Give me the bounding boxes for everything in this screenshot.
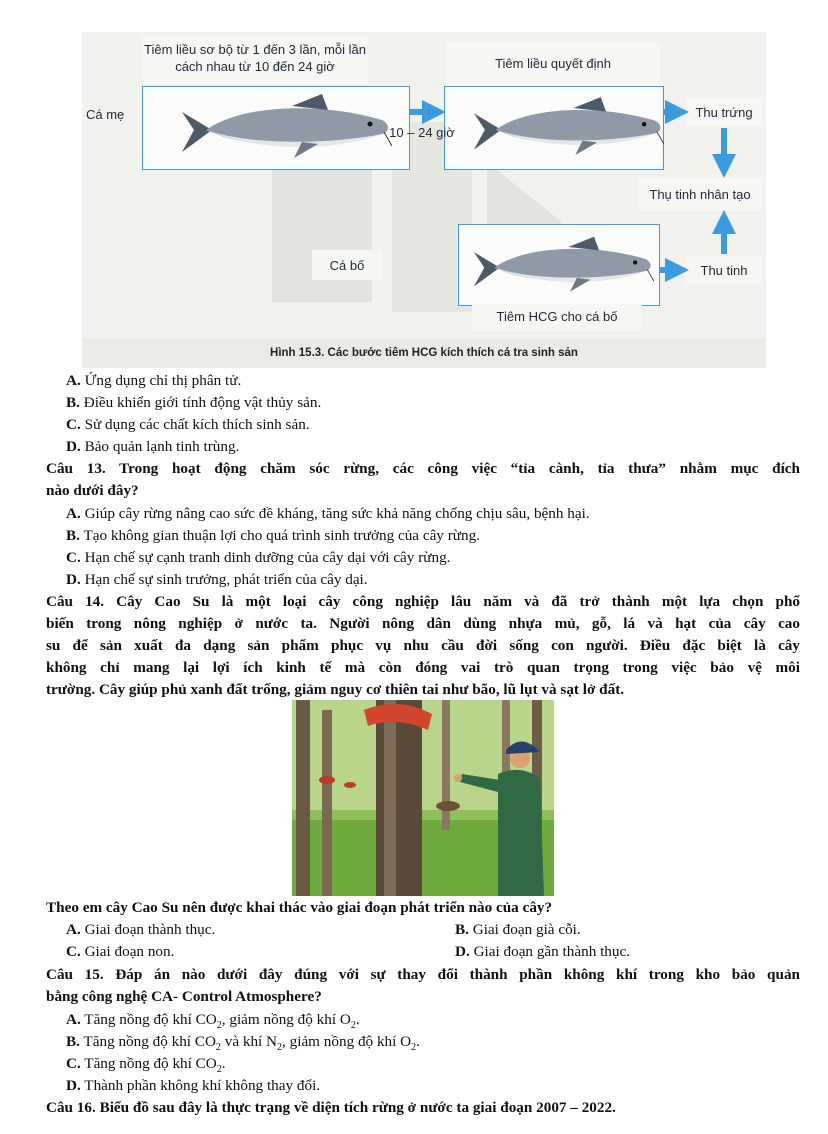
box2-title: Tiêm liều quyết định: [495, 56, 611, 71]
q14-options-row2: [66, 942, 820, 961]
q13-option-a: A. Giúp cây rừng nâng cao sức đề kháng, tăng sức khả năng chống chịu sâu, bệnh hại.: [66, 505, 590, 522]
q14-prompt: Theo em cây Cao Su nên được khai thác vào giai đoạn phát triển nào của cây?: [46, 899, 553, 916]
thu-tinh-label: Thu tinh: [700, 263, 748, 278]
q14-stem-line3: su để sản xuất đa dạng sản phẩm phục vụ nhu cầu đời sống con người. Điều đặc biệt là cây: [46, 637, 800, 654]
flow-arrows: [82, 32, 766, 368]
q14-option-d: D. Giai đoạn gần thành thục.: [455, 943, 631, 960]
q14-option-c: C. Giai đoạn non.: [66, 943, 175, 960]
catfish-2: [474, 90, 664, 164]
q16-stem: Câu 16. Biểu đồ sau đây là thực trạng về diện tích rừng ở nước ta giai đoạn 2007 – 2022.: [46, 1099, 616, 1116]
thu-trung-label: Thu trứng: [695, 105, 753, 120]
q13-option-b: B. Tạo không gian thuận lợi cho quá trình sinh trưởng của cây rừng.: [66, 527, 480, 544]
q14-stem-line2: biến trong nông nghiệp ở nước ta. Người nông dân dùng nhựa mủ, gỗ, lá và hạt của cây cao: [46, 615, 800, 632]
q15-stem-line2: bằng công nghệ CA- Control Atmosphere?: [46, 988, 322, 1005]
catfish-1: [182, 90, 392, 164]
figure-caption: Hình 15.3. Các bước tiêm HCG kích thích cá tra sinh sản: [82, 338, 766, 368]
q13-stem-line1: Câu 13. Trong hoạt động chăm sóc rừng, các công việc “tỉa cành, tỉa thưa” nhằm mục đích: [46, 460, 800, 477]
figure-hcg-steps: [82, 32, 766, 368]
q14-option-b: B. Giai đoạn già cỗi.: [455, 921, 581, 938]
q13-option-c: C. Hạn chế sự cạnh tranh dinh dưỡng của cây dại với cây rừng.: [66, 549, 451, 566]
thu-tinh-nhan-tao-label: Thụ tinh nhân tạo: [649, 187, 751, 202]
ca-bo-label: Cá bố: [329, 258, 365, 273]
q15-option-a: A. Tăng nồng độ khí $CO_2$, giảm nồng độ khí $O_2$.: [66, 1011, 360, 1032]
q15-stem-line1: Câu 15. Đáp án nào dưới đây đúng với sự thay đổi thành phần không khí trong kho bảo quản: [46, 966, 800, 983]
q15-option-b: B. Tăng nồng độ khí $CO_2$ và khí $N_2$, giảm nồng độ khí $O_2$.: [66, 1033, 420, 1054]
q13-option-d: D. Hạn chế sự sinh trưởng, phát triển của cây dại.: [66, 571, 368, 588]
interval-label: 10 – 24 giờ: [389, 125, 455, 140]
q13-stem-line2: nào dưới đây?: [46, 482, 139, 499]
q14-option-a: A. Giai đoạn thành thục.: [66, 921, 216, 938]
q14-stem-line4: không chỉ mang lại lợi ích kinh tế mà còn đóng vai trò quan trọng trong việc bảo vệ môi: [46, 659, 800, 676]
q12-option-d: D. Bảo quản lạnh tinh trùng.: [66, 438, 240, 455]
ca-me-label: Cá mẹ: [86, 107, 125, 122]
q14-stem-line5: trường. Cây giúp phủ xanh đất trống, giảm nguy cơ thiên tai như bão, lũ lụt và sạt lở đất.: [46, 681, 625, 698]
rubber-tapping-photo: [292, 700, 554, 896]
box1-title: Tiêm liều sơ bộ từ 1 đến 3 lần, mỗi lần cách nhau từ 10 đến 24 giờ: [144, 42, 366, 74]
q12-option-a: A. Ứng dụng chỉ thị phân tử.: [66, 372, 242, 389]
q14-options-row1: [66, 920, 820, 939]
q15-option-d: D. Thành phần không khí không thay đổi.: [66, 1077, 321, 1094]
q12-option-b: B. Điều khiển giới tính động vật thủy sản.: [66, 394, 322, 411]
q14-stem-line1: Câu 14. Cây Cao Su là một loại cây công nghiệp lâu năm và đã trở thành một lựa chọn phổ: [46, 593, 800, 610]
tiem-hcg-label: Tiêm HCG cho cá bố: [496, 309, 618, 324]
catfish-3: [474, 230, 654, 300]
q12-option-c: C. Sử dụng các chất kích thích sinh sản.: [66, 416, 310, 433]
q15-option-c: C. Tăng nồng độ khí $CO_2$.: [66, 1055, 226, 1076]
